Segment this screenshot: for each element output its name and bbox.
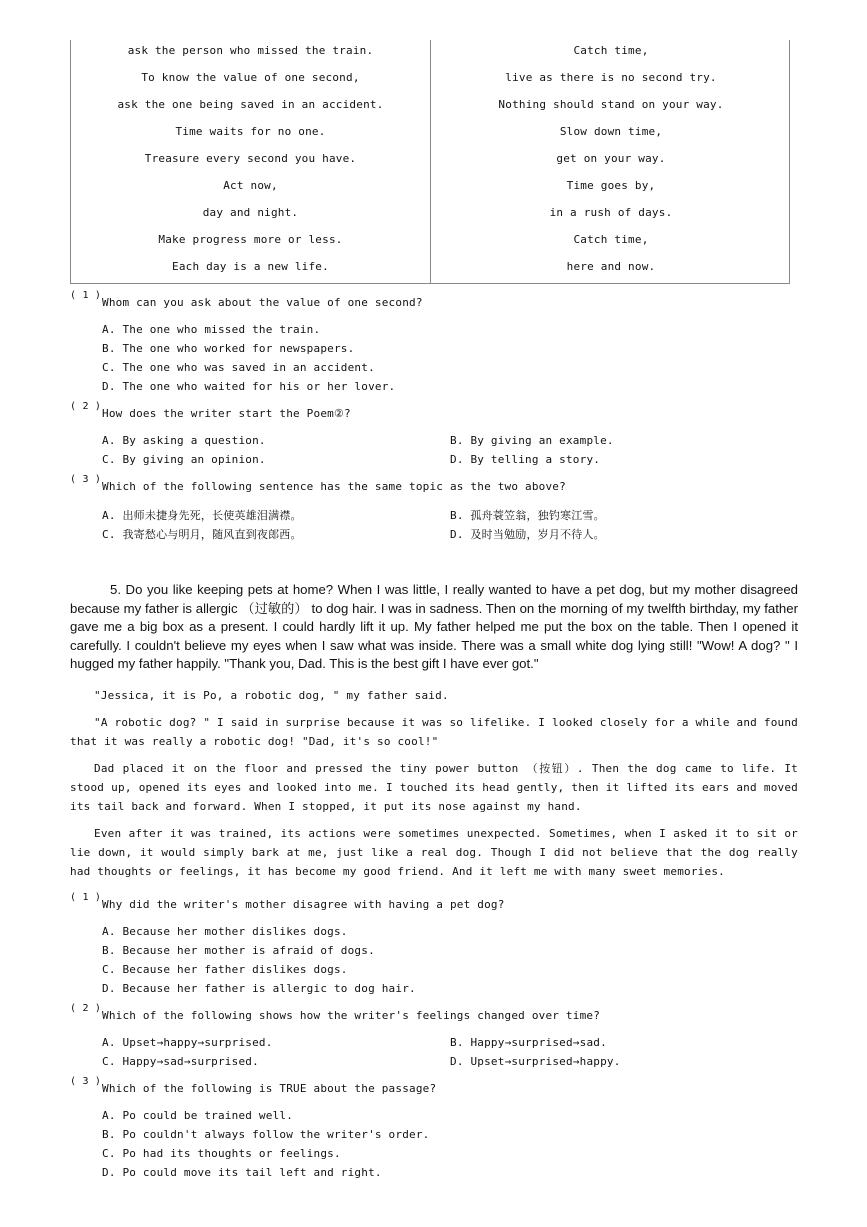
- option-d[interactable]: D. Upset→surprised→happy.: [450, 1055, 621, 1068]
- passage-paragraph: [70, 824, 798, 881]
- passage-5-intro: [70, 581, 798, 674]
- paragraph-text: Even after it was trained, its actions were sometimes unexpected. Sometimes, when I asked it to sit or lie down, it would simply bark at me, just like a real dog. Though I did not believe that the dog really had thoughts or feelings, it has become my good friend. And it left me with many sweet memories.: [70, 827, 798, 878]
- poem-line: get on your way.: [556, 152, 666, 165]
- option-a[interactable]: A. By asking a question.: [102, 434, 266, 447]
- passage-5-intro-text: 5. Do you like keeping pets at home? When I was little, I really wanted to have a pet dog, but my mother disagreed because my father is allergic （过敏的） to dog hair. I was in sadness. Then on the morning of my twelfth birthday, my father gave me a big box as a present. I could hardly lift it up. My father helped me put the box on the table. Then I opened it carefully. I couldn't believe my eyes when I saw what was inside. There was a small white dog lying still! "Wow! A dog? " I hugged my father happily. "Thank you, Dad. This is the best gift I have ever got.": [70, 582, 798, 672]
- poem-line: Each day is a new life.: [172, 260, 329, 273]
- question-stem: Whom can you ask about the value of one second?: [102, 296, 423, 309]
- poem-line: Time goes by,: [566, 179, 656, 192]
- poem-line: day and night.: [202, 206, 299, 219]
- paragraph-text: Dad placed it on the floor and pressed the tiny power button （按钮）. Then the dog came to life. It stood up, opened its eyes and looked into me. I touched its head gently, then it lifted its ears and moved its tail back and forward. When I stopped, it put its nose against my hand.: [70, 762, 798, 813]
- poem-column-right: [431, 40, 791, 283]
- option-d[interactable]: D. The one who waited for his or her lover.: [102, 380, 396, 393]
- passage-paragraph: [70, 759, 798, 816]
- paragraph-text: "A robotic dog? " I said in surprise because it was so lifelike. I looked closely for a while and found that it was really a robotic dog! "Dad, it's so cool!": [70, 716, 798, 748]
- paragraph-text: "Jessica, it is Po, a robotic dog, " my father said.: [94, 689, 449, 702]
- option-d[interactable]: D. Po could move its tail left and right.: [102, 1166, 382, 1179]
- poem-line: Time waits for no one.: [175, 125, 326, 138]
- question-number: ( 1 ): [70, 290, 102, 301]
- poem-line: Catch time,: [573, 44, 649, 57]
- option-b[interactable]: B. Po couldn't always follow the writer's order.: [102, 1128, 430, 1141]
- poem-line: To know the value of one second,: [141, 71, 360, 84]
- option-b[interactable]: B. Happy→surprised→sad.: [450, 1036, 607, 1049]
- poem-line: ask the one being saved in an accident.: [117, 98, 384, 111]
- option-c[interactable]: C. Because her father dislikes dogs.: [102, 963, 348, 976]
- poem-table: [70, 40, 790, 284]
- option-d[interactable]: D. Because her father is allergic to dog hair.: [102, 982, 416, 995]
- option-a[interactable]: A. Po could be trained well.: [102, 1109, 294, 1122]
- question-number: ( 3 ): [70, 1076, 102, 1087]
- question-stem: Which of the following sentence has the same topic as the two above?: [102, 480, 566, 493]
- option-b[interactable]: B. By giving an example.: [450, 434, 614, 447]
- poem-column-left: [71, 40, 431, 283]
- option-a[interactable]: A. Upset→happy→surprised.: [102, 1036, 273, 1049]
- question-number: ( 2 ): [70, 401, 102, 412]
- option-c[interactable]: C. Happy→sad→surprised.: [102, 1055, 259, 1068]
- option-d[interactable]: D. By telling a story.: [450, 453, 601, 466]
- option-c[interactable]: C. By giving an opinion.: [102, 453, 266, 466]
- option-a[interactable]: A. Because her mother dislikes dogs.: [102, 925, 348, 938]
- option-d[interactable]: D. 及时当勉励，岁月不待人。: [450, 528, 605, 541]
- poem-line: ask the person who missed the train.: [127, 44, 374, 57]
- poem-line: in a rush of days.: [549, 206, 673, 219]
- option-c[interactable]: C. Po had its thoughts or feelings.: [102, 1147, 341, 1160]
- option-a[interactable]: A. 出师未捷身先死，长使英雄泪满襟。: [102, 509, 302, 522]
- poem-line: Treasure every second you have.: [144, 152, 357, 165]
- passage-paragraph: [70, 686, 798, 705]
- option-c[interactable]: C. 我寄愁心与明月，随风直到夜郎西。: [102, 528, 302, 541]
- poem-line: Act now,: [223, 179, 278, 192]
- option-c[interactable]: C. The one who was saved in an accident.: [102, 361, 375, 374]
- question-stem: Which of the following is TRUE about the passage?: [102, 1082, 437, 1095]
- question-stem: Which of the following shows how the writer's feelings changed over time?: [102, 1009, 601, 1022]
- question-number: ( 1 ): [70, 892, 102, 903]
- option-b[interactable]: B. Because her mother is afraid of dogs.: [102, 944, 375, 957]
- poem-line: Slow down time,: [559, 125, 663, 138]
- poem-line: Nothing should stand on your way.: [498, 98, 724, 111]
- option-b[interactable]: B. The one who worked for newspapers.: [102, 342, 355, 355]
- option-a[interactable]: A. The one who missed the train.: [102, 323, 321, 336]
- option-b[interactable]: B. 孤舟蓑笠翁，独钓寒江雪。: [450, 509, 605, 522]
- poem-line: Catch time,: [573, 233, 649, 246]
- question-number: ( 3 ): [70, 474, 102, 485]
- passage-paragraph: [70, 713, 798, 751]
- poem-line: Make progress more or less.: [158, 233, 343, 246]
- poem-line: here and now.: [566, 260, 656, 273]
- poem-line: live as there is no second try.: [505, 71, 717, 84]
- question-stem: How does the writer start the Poem②?: [102, 407, 351, 420]
- question-number: ( 2 ): [70, 1003, 102, 1014]
- question-stem: Why did the writer's mother disagree with having a pet dog?: [102, 898, 505, 911]
